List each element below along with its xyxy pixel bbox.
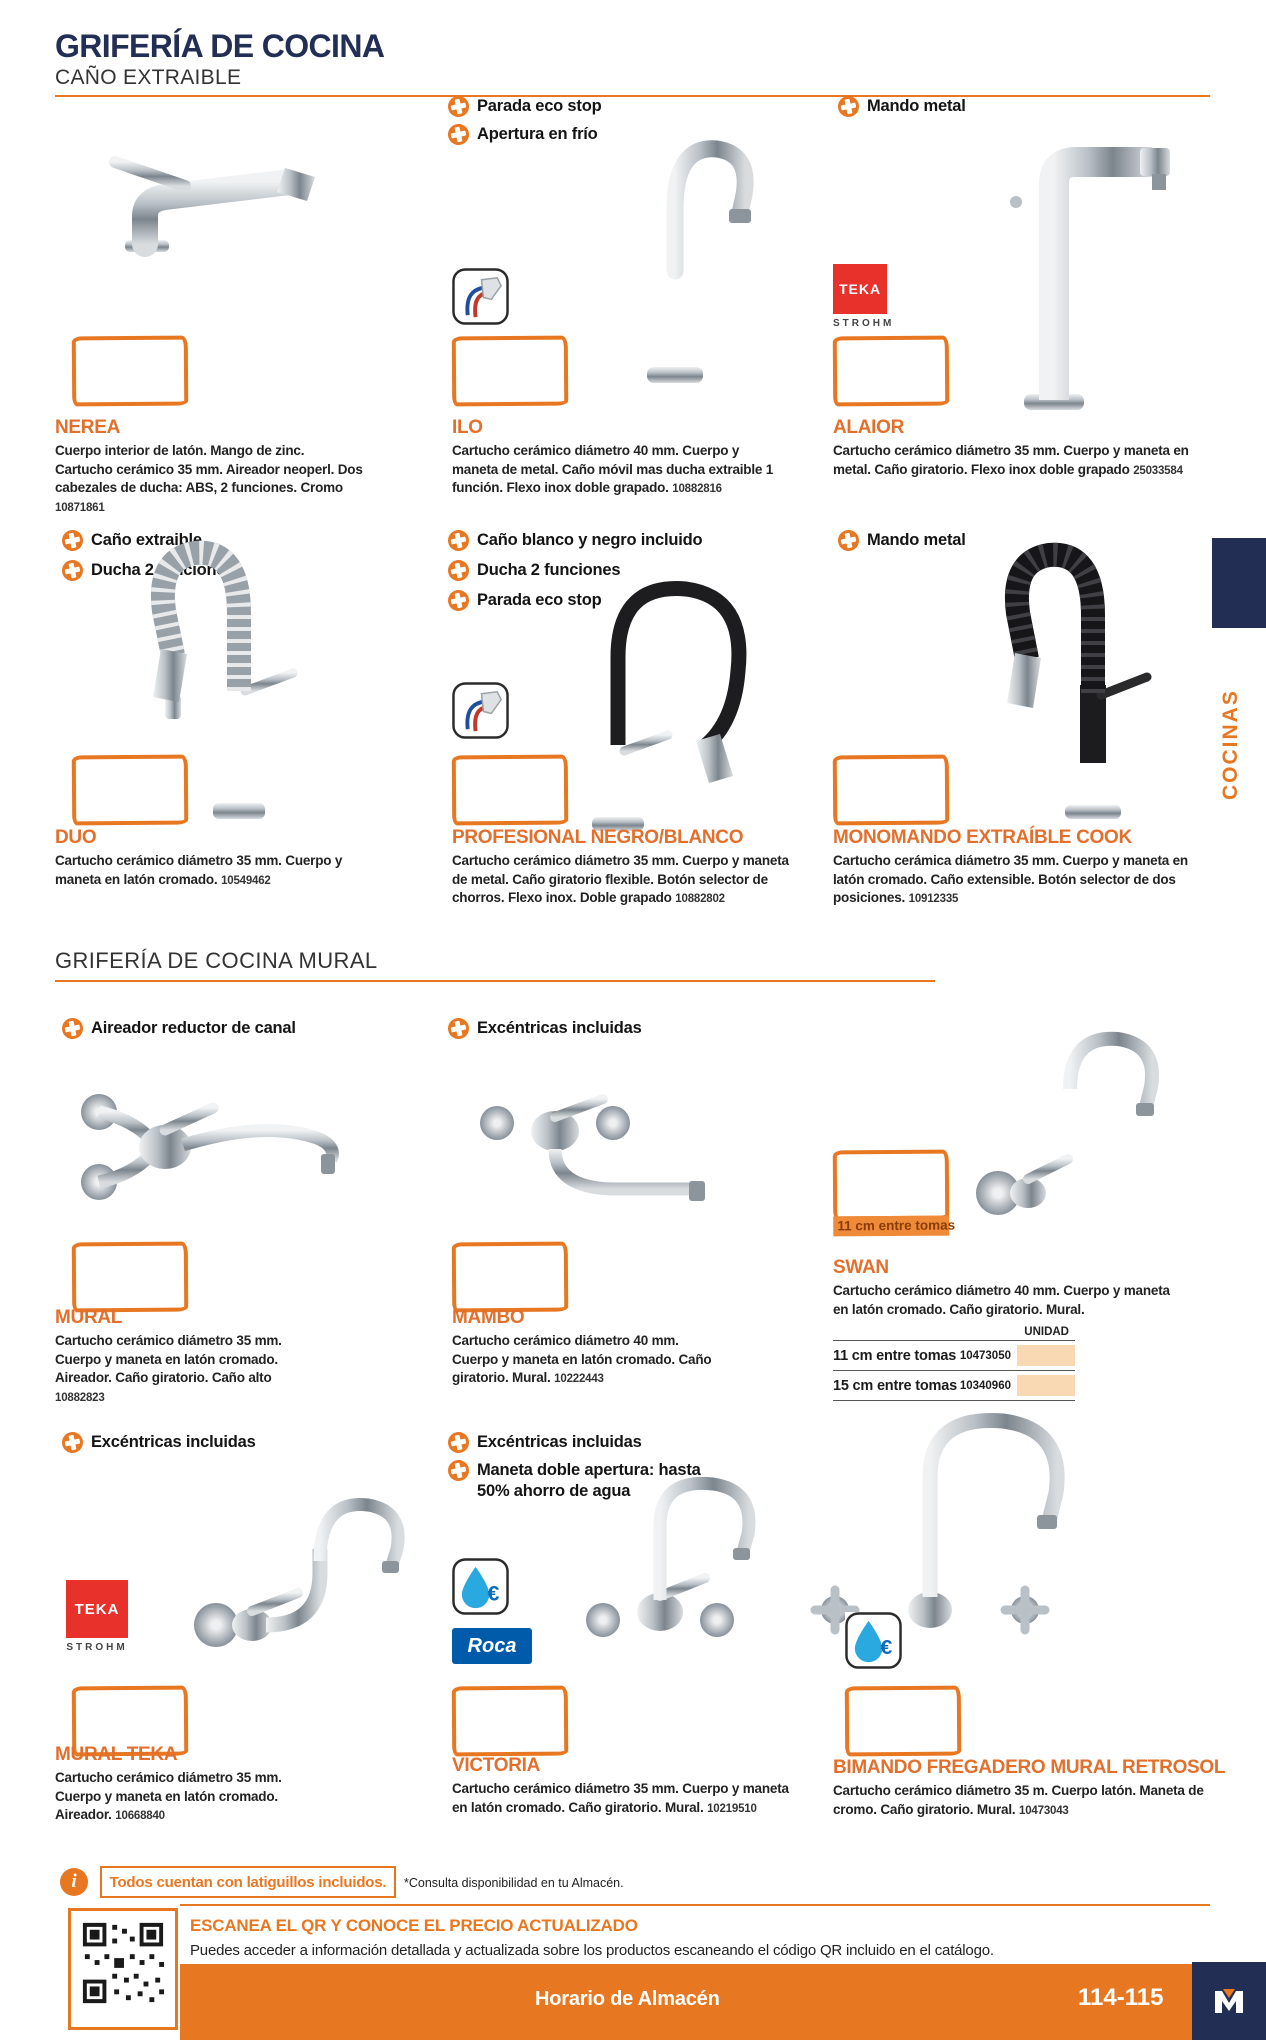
product-name: VICTORIA: [452, 1755, 541, 1776]
product-name: ILO: [452, 417, 483, 438]
price-box-profesional: [452, 755, 568, 826]
feature-label: Mando metal: [867, 97, 966, 115]
feature-label: Apertura en frío: [477, 125, 598, 143]
product-code: 10882802: [675, 893, 725, 906]
product-desc: Cartucho cerámico diámetro 35 m. Cuerpo latón. Maneta de cromo. Caño giratorio. Mural.: [833, 1782, 1204, 1817]
svg-text:€: €: [880, 1634, 893, 1660]
product-image-mural: [65, 1050, 380, 1245]
footer-divider: [180, 1904, 1210, 1906]
price-box-nerea: [72, 336, 188, 407]
side-navy-block: [1212, 538, 1266, 628]
product-image-bimando: [735, 1385, 1205, 1700]
section2-divider: [55, 980, 935, 982]
feature-label: Maneta doble apertura: hasta 50% ahorro de agua: [477, 1461, 701, 1500]
product-code: 10222443: [554, 1373, 604, 1386]
plus-icon: [446, 122, 471, 147]
product-image-alaior: [940, 110, 1190, 420]
product-name: BIMANDO FREGADERO MURAL RETROSOL: [833, 1757, 1226, 1778]
product-code: 10668840: [115, 1810, 165, 1823]
feature-muralteka-1: [62, 1432, 382, 1453]
product-info-muralteka: [55, 1745, 310, 1825]
qr-code-box: [68, 1908, 178, 2030]
product-desc: Cartucho cerámico diámetro 35 mm. Cuerpo y maneta en latón cromado. Aireador. Caño giratorio. Caño alto: [55, 1332, 282, 1386]
product-code: 10882816: [672, 483, 722, 496]
product-code: 10882823: [55, 1391, 105, 1404]
feature-label: Aireador reductor de canal: [91, 1019, 296, 1037]
water-saving-euro-icon: [845, 1612, 902, 1669]
table-row: [833, 1340, 1075, 1370]
product-desc: Cartucho cerámico diámetro 40 mm. Cuerpo y maneta en latón cromado. Caño giratorio. Mural.: [452, 1332, 712, 1386]
feature-label: Ducha 2 funciones: [477, 561, 621, 579]
product-info-alaior: [833, 418, 1203, 479]
plus-icon: [446, 528, 471, 553]
m-logo-icon: [1209, 1981, 1249, 2021]
plus-icon: [446, 1430, 471, 1455]
side-tab-cocinas: COCINAS: [1219, 689, 1242, 800]
product-name: MAMBO: [452, 1307, 525, 1328]
info-icon: i: [60, 1868, 88, 1896]
product-info-victoria: [452, 1756, 792, 1817]
product-desc: Cartucho cerámico diámetro 35 mm. Cuerpo y maneta en latón cromado. Caño giratorio. Mural.: [452, 1780, 789, 1815]
product-name: DUO: [55, 827, 97, 848]
product-info-duo: [55, 828, 375, 889]
page-title: GRIFERÍA DE COCINA: [55, 28, 385, 64]
price-box-swan: [833, 1150, 956, 1234]
product-code: 10912335: [908, 893, 959, 906]
product-info-bimando: [833, 1758, 1233, 1819]
feature-label: Mando metal: [867, 531, 966, 549]
product-name: SWAN: [833, 1257, 889, 1278]
price-box-swan-label: 11 cm entre tomas: [833, 1216, 949, 1237]
roca-logo: Roca: [452, 1628, 532, 1664]
product-image-muralteka: [170, 1465, 440, 1705]
product-image-swan: [950, 1015, 1205, 1270]
price-box-victoria: [452, 1686, 568, 1757]
product-code: 10871861: [55, 501, 105, 514]
teka-strohm-label: STROHM: [66, 1642, 128, 1653]
bottom-bar-label: Horario de Almacén: [535, 1988, 720, 2010]
product-image-monomando: [945, 515, 1180, 830]
product-code: 10549462: [221, 874, 271, 887]
plus-icon: [60, 558, 85, 583]
feature-victoria-1: [448, 1432, 748, 1453]
product-image-nerea: [85, 100, 330, 260]
product-info-swan: [833, 1258, 1173, 1319]
feature-label: Ducha 2 funciones: [91, 561, 235, 579]
plus-icon: [446, 558, 471, 583]
store-m-logo: [1192, 1962, 1266, 2040]
product-name: PROFESIONAL NEGRO/BLANCO: [452, 827, 744, 848]
product-desc: Cartucho cerámico diámetro 35 mm. Cuerpo y maneta en latón cromado.: [55, 852, 343, 887]
availability-note: *Consulta disponibilidad en tu Almacén.: [404, 1876, 624, 1890]
product-image-profesional: [548, 545, 773, 835]
plus-icon: [60, 1430, 85, 1455]
feature-label: Caño blanco y negro incluido: [477, 531, 703, 549]
product-name: MURAL: [55, 1307, 123, 1328]
product-info-mural: [55, 1308, 310, 1407]
feature-label: Parada eco stop: [477, 591, 602, 609]
product-name: NEREA: [55, 417, 121, 438]
section2-title: GRIFERÍA DE COCINA MURAL: [55, 948, 378, 973]
plus-icon: [446, 1458, 471, 1483]
page-numbers: 114-115: [1078, 1984, 1164, 2011]
product-name: MONOMANDO EXTRAÍBLE COOK: [833, 827, 1132, 848]
variant-code: 10340960: [959, 1379, 1011, 1392]
price-box-ilo: [452, 336, 568, 407]
price-box-bimando: [845, 1686, 961, 1757]
feature-label: Parada eco stop: [477, 97, 602, 115]
feature-label: Excéntricas incluidas: [477, 1433, 642, 1451]
product-desc: Cartucho cerámico diámetro 40 mm. Cuerpo y maneta de metal. Caño móvil mas ducha extraible 1 función. Flexo inox doble grapado.: [452, 442, 774, 496]
plus-icon: [60, 528, 85, 553]
feature-label: Caño extraible: [91, 531, 202, 549]
feature-mural-1: [62, 1018, 382, 1039]
product-image-ilo: [595, 105, 765, 390]
product-desc: Cartucho cerámico diámetro 35 mm. Cuerpo y maneta en metal. Caño giratorio. Flexo inox doble grapado: [833, 442, 1189, 477]
brand-teka-alaior: [833, 264, 895, 329]
svg-text:€: €: [487, 1580, 500, 1606]
qr-code: [79, 1919, 167, 2007]
plus-icon: [836, 528, 861, 553]
hoses-included-icon: [452, 268, 509, 325]
product-desc: Cartucho cerámico diámetro 40 mm. Cuerpo y maneta en latón cromado. Caño giratorio. Mural.: [833, 1282, 1170, 1317]
table-header-unidad: UNIDAD: [1024, 1326, 1069, 1338]
hoses-included-icon: [452, 682, 509, 739]
product-desc: Cartucho cerámico diámetro 35 mm. Cuerpo y maneta de metal. Caño giratorio flexible. Botón selector de chorros. Flexo inox. Doble grapado: [452, 852, 789, 906]
price-box-alaior: [833, 336, 949, 407]
product-code: 10219510: [707, 1802, 757, 1815]
product-info-profesional: [452, 828, 792, 908]
feature-mambo-1: [448, 1018, 768, 1039]
product-desc: Cuerpo interior de latón. Mango de zinc. Cartucho cerámico 35 mm. Aireador neoperl. Dos cabezales de ducha: ABS, 2 funciones. Cromo: [55, 442, 363, 496]
plus-icon: [446, 588, 471, 613]
variant-code: 10473050: [959, 1349, 1011, 1362]
product-info-mambo: [452, 1308, 727, 1388]
product-code: 10473043: [1019, 1804, 1069, 1817]
feature-label: Excéntricas incluidas: [477, 1019, 642, 1037]
price-cell: [1017, 1345, 1075, 1366]
price-box-duo: [72, 755, 188, 826]
product-info-nerea: [55, 418, 365, 517]
price-box-monomando: [833, 755, 949, 826]
price-box-mambo: [452, 1242, 568, 1313]
brand-teka-mural: [66, 1580, 128, 1653]
teka-strohm-label: STROHM: [833, 318, 895, 329]
teka-logo: TEKA: [66, 1580, 128, 1638]
variant-label: 11 cm entre tomas: [833, 1347, 957, 1364]
product-code: 25033584: [1133, 464, 1183, 477]
plus-icon: [446, 94, 471, 119]
hoses-note-box: Todos cuentan con latiguillos incluidos.: [100, 1866, 396, 1898]
product-desc: Cartucho cerámico diámetro 35 mm. Cuerpo y maneta en latón cromado. Aireador.: [55, 1769, 282, 1823]
product-name: ALAIOR: [833, 417, 905, 438]
teka-logo: TEKA: [833, 264, 887, 314]
section1-subtitle: CAÑO EXTRAIBLE: [55, 66, 242, 89]
qr-section-text: Puedes acceder a información detallada y actualizada sobre los productos escaneando el código QR incluido en el catálogo.: [190, 1942, 994, 1959]
plus-icon: [836, 94, 861, 119]
product-info-ilo: [452, 418, 787, 498]
qr-section-title: ESCANEA EL QR Y CONOCE EL PRECIO ACTUALIZADO: [190, 1916, 638, 1935]
product-info-monomando: [833, 828, 1188, 908]
plus-icon: [446, 1016, 471, 1041]
variant-label: 15 cm entre tomas: [833, 1377, 957, 1394]
feature-label: Excéntricas incluidas: [91, 1433, 256, 1451]
water-saving-euro-icon: [452, 1558, 509, 1615]
plus-icon: [60, 1016, 85, 1041]
product-name: MURAL TEKA: [55, 1744, 178, 1765]
product-image-mambo: [445, 1075, 765, 1245]
price-box-mural: [72, 1242, 188, 1313]
product-desc: Cartucho cerámica diámetro 35 mm. Cuerpo y maneta en latón cromado. Caño extensible. Botón selector de dos posiciones.: [833, 852, 1188, 906]
